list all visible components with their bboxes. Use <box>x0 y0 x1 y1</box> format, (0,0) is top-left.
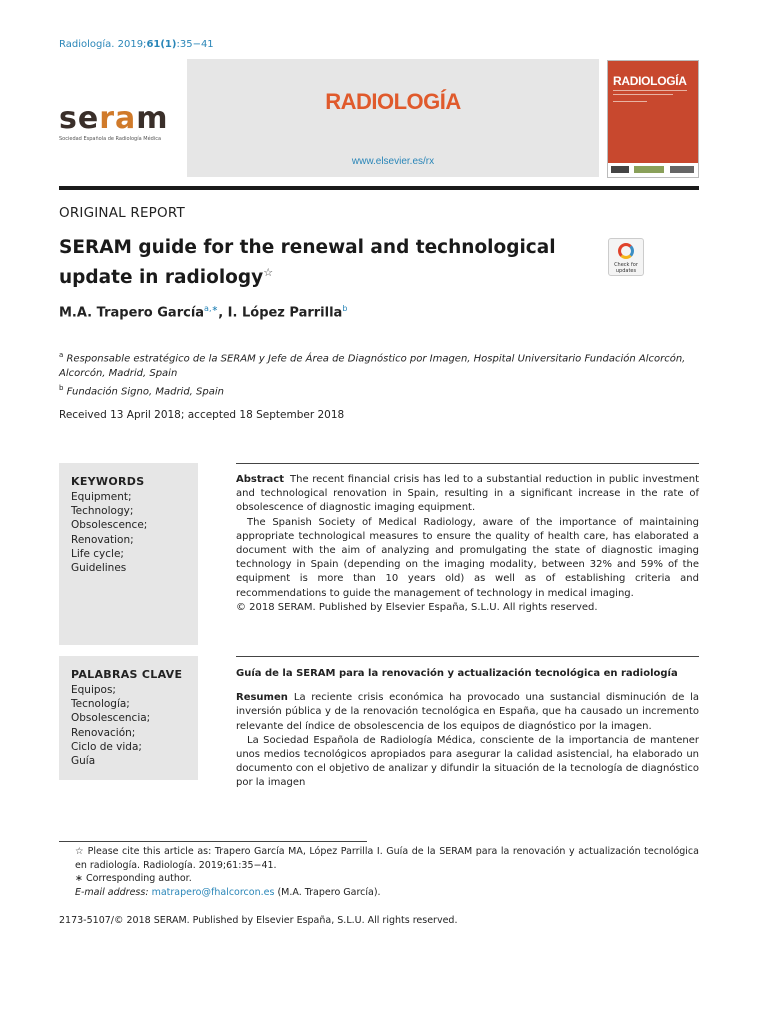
keyword-item: Ciclo de vida; <box>71 740 142 753</box>
cover-footer <box>608 163 698 177</box>
footnote-corresponding-text: Corresponding author. <box>86 873 192 884</box>
seram-logo <box>59 101 179 142</box>
cover-logo-right <box>670 166 694 173</box>
journal-url[interactable]: www.elsevier.es/rx <box>351 156 435 167</box>
resumen-rule <box>236 656 699 657</box>
keyword-item: Tecnología; <box>71 698 130 711</box>
citation-pages: :35−41 <box>176 39 214 50</box>
abstract-paragraph: The Spanish Society of Medical Radiology, aware of the importance of maintaining appropriate technological measures to ensure the quality of health care, has elaborated a document with the aim of analyzing and promulgating the state of diagnostic imaging technology in Spain (depending on the imaging modality, between 32% and 59% of the equipment is more than 10 years old) as well as of establishing criteria and recommendations to guide the management of technology in medical imaging. <box>236 516 699 599</box>
author-affiliation-mark[interactable]: a,∗ <box>204 304 219 313</box>
resumen-section <box>236 667 699 791</box>
affiliation-text: Responsable estratégico de la SERAM y Jefe de Área de Diagnóstico por Imagen, Hospital Universitario Fundación Alcorcón, Alcorcón, Madrid, Spain <box>59 353 686 379</box>
email-label: E-mail address: <box>75 886 149 898</box>
footnote-rule <box>59 841 367 842</box>
abstract-paragraph <box>236 473 699 516</box>
footnote-mark: ☆ <box>75 846 85 857</box>
affiliation-text: Fundación Signo, Madrid, Spain <box>66 386 224 398</box>
keyword-item: Renovation; <box>71 533 134 546</box>
resumen-text: La reciente crisis económica ha provocado una sustancial disminución de la inversión pública y de la renovación tecnológica en España, que ha causado un incremento relevante del índice de obsolescencia de los equipos de diagnóstico por la imagen. <box>236 692 699 732</box>
keyword-item: Guidelines <box>71 562 127 575</box>
resumen-title: Guía de la SERAM para la renovación y actualización tecnológica en radiología <box>236 668 678 679</box>
footnote-cite <box>59 845 699 872</box>
citation-volume: 61 <box>146 39 161 50</box>
affiliation-mark: b <box>59 384 64 393</box>
journal-cover <box>607 60 699 178</box>
author-name[interactable]: M.A. Trapero García <box>59 305 205 321</box>
issn-copyright: 2173-5107/© 2018 SERAM. Published by Elsevier España, S.L.U. All rights reserved. <box>59 915 458 926</box>
abstract-section <box>236 473 699 615</box>
footnote-mark: ∗ <box>75 873 83 884</box>
resumen-label: Resumen <box>236 692 288 704</box>
cover-text-line <box>613 101 647 102</box>
keyword-item: Technology; <box>71 505 134 518</box>
keyword-item: Renovación; <box>71 726 136 739</box>
keyword-item: Obsolescencia; <box>71 712 151 725</box>
keywords-heading: KEYWORDS <box>71 475 145 488</box>
cover-logo-middle <box>634 166 664 173</box>
affiliation-item <box>59 381 699 400</box>
author-affiliation-mark[interactable]: b <box>342 304 348 313</box>
check-for-updates-badge[interactable] <box>608 238 644 276</box>
keywords-box <box>59 463 198 645</box>
abstract-rule <box>236 463 699 464</box>
resumen-paragraph <box>236 691 699 734</box>
abstract-text: The recent financial crisis has led to a substantial reduction in public investment and technological renovation in Spain, resulting in a significant increase in the rate of obsolescence of diagnostic imaging equipment. <box>236 474 699 514</box>
seram-logo-subtitle: Sociedad Española de Radiología Médica <box>59 136 162 142</box>
cover-text-line <box>613 90 687 91</box>
palabras-clave-heading: PALABRAS CLAVE <box>71 668 183 681</box>
check-updates-label: Check for updates <box>614 262 638 274</box>
abstract-label: Abstract <box>236 474 285 485</box>
citation-journal: Radiología. 2019; <box>59 39 147 50</box>
author-list <box>59 304 347 320</box>
journal-citation[interactable] <box>59 39 214 50</box>
palabras-clave-box <box>59 656 198 780</box>
abstract-copyright: © 2018 SERAM. Published by Elsevier España, S.L.U. All rights reserved. <box>236 601 598 613</box>
email-owner: (M.A. Trapero García). <box>277 886 381 898</box>
journal-title: RADIOLOGÍA <box>325 89 461 114</box>
article-title-text: SERAM guide for the renewal and technological update in radiology <box>59 237 556 289</box>
affiliation-mark: a <box>59 351 64 359</box>
cover-logo-left <box>611 166 629 173</box>
seram-logo-accent: ra <box>99 101 137 136</box>
received-dates: Received 13 April 2018; accepted 18 September 2018 <box>59 409 345 421</box>
affiliations <box>59 348 699 400</box>
keyword-item: Obsolescence; <box>71 519 148 532</box>
keyword-item: Guía <box>71 755 96 768</box>
header-rule <box>59 186 699 190</box>
affiliation-item <box>59 348 699 381</box>
article-title <box>59 235 589 290</box>
article-type: ORIGINAL REPORT <box>59 205 185 221</box>
check-updates-icon <box>618 243 634 259</box>
keyword-item: Equipment; <box>71 491 132 503</box>
journal-banner <box>187 59 599 177</box>
resumen-paragraph: La Sociedad Española de Radiología Médica, consciente de la importancia de mantener unos medios tecnológicos apropiados para asegurar la calidad asistencial, ha elaborado un documento con el objetivo de analizar y difundir la situación de la tecnología de diagnóstico por la imagen <box>236 734 699 789</box>
email-link[interactable]: matrapero@fhalcorcon.es <box>151 886 275 898</box>
title-footnote-mark[interactable]: ☆ <box>263 266 274 279</box>
footnote-email <box>59 886 699 900</box>
citation-issue: (1) <box>160 39 177 50</box>
cover-title: RADIOLOGÍA <box>613 74 687 88</box>
footnote-corresponding <box>59 872 699 886</box>
seram-logo-word: seram <box>59 101 169 136</box>
footnote-cite-text: Please cite this article as: Trapero García MA, López Parrilla I. Guía de la SERAM para la renovación y actualización tecnológica en radiología. Radiología. 2019;61:35−41. <box>75 846 699 871</box>
keyword-item: Life cycle; <box>71 547 124 560</box>
footnotes <box>59 845 699 899</box>
author-name[interactable]: I. López Parrilla <box>227 305 343 321</box>
keyword-item: Equipos; <box>71 684 116 696</box>
cover-text-line <box>613 94 673 95</box>
author-separator: , <box>218 305 228 321</box>
